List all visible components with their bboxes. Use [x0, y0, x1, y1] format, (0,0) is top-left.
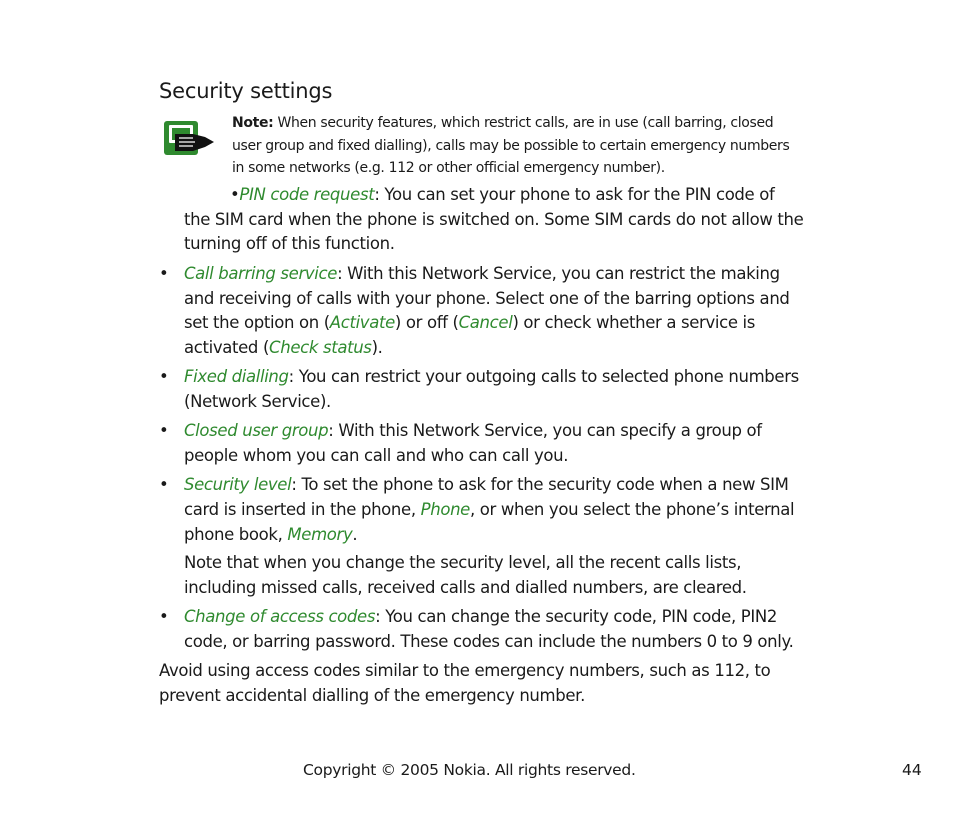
closing-paragraph: Avoid using access codes similar to the emergency numbers, such as 112, to prevent accidental dialling of the emergency number. — [159, 661, 771, 705]
list-item-text: ). — [371, 338, 383, 358]
list-item-text: ) or check whether a service is activated ( — [184, 313, 756, 358]
list-item-text: . — [352, 524, 358, 544]
list-item-call-barring-service — [159, 262, 804, 361]
menu-term-memory: Memory — [287, 524, 353, 544]
list-item-closed-user-group — [159, 419, 804, 468]
bullet-marker: • — [159, 475, 169, 495]
list-item-change-of-access-codes — [159, 605, 804, 654]
footer-copyright: Copyright © 2005 Nokia. All rights reserved. — [303, 761, 636, 779]
list-item-text: : With this Network Service, you can specify a group of people whom you can call and who can call you. — [184, 421, 762, 465]
list-item-text: : You can restrict your outgoing calls to selected phone numbers (Network Service). — [184, 367, 799, 412]
menu-term-closed-user-group: Closed user group — [184, 421, 329, 441]
page-number: 44 — [902, 761, 922, 779]
bullet-marker: • — [159, 607, 169, 627]
bullet-marker: • — [159, 367, 169, 387]
menu-term-change-of-access-codes: Change of access codes — [184, 607, 376, 627]
bullet-marker: • — [230, 185, 240, 204]
menu-term-cancel: Cancel — [458, 313, 513, 333]
menu-term-phone: Phone — [420, 499, 470, 519]
menu-term-check-status: Check status — [269, 338, 372, 358]
list-item-pin-code-request — [184, 183, 804, 257]
list-item-text: : To set the phone to ask for the security code when a new SIM card is inserted in the phone, — [184, 475, 789, 519]
note-text: When security features, which restrict calls, are in use (call barring, closed user group and fixed dialling), calls may be possible to certain emergency numbers in some networks (e.g. 112 or other official emergency number). — [232, 115, 790, 176]
bullet-marker: • — [159, 421, 169, 441]
menu-term-activate: Activate — [329, 313, 395, 333]
note-block — [232, 112, 802, 180]
list-item-text: : You can set your phone to ask for the PIN code of the SIM card when the phone is switched on. Some SIM cards do not allow the turning off of this function. — [184, 185, 804, 254]
list-item-text: , or when you select the phone’s internal phone book, — [184, 499, 795, 544]
list-item-security-level — [159, 473, 804, 601]
page-title: Security settings — [159, 79, 333, 103]
note-label: Note: — [232, 115, 274, 131]
menu-term-fixed-dialling: Fixed dialling — [184, 367, 289, 387]
security-options-list — [159, 262, 804, 659]
security-level-note: Note that when you change the security level, all the recent calls lists, including missed calls, received calls and dialled numbers, are cleared. — [184, 553, 747, 597]
menu-term-call-barring-service: Call barring service — [184, 264, 338, 283]
note-hand-icon — [163, 120, 215, 158]
menu-term-pin-code-request: PIN code request — [239, 185, 375, 204]
menu-term-security-level: Security level — [184, 475, 292, 495]
list-item-text: ) or off ( — [394, 313, 459, 333]
list-item-fixed-dialling — [159, 365, 804, 414]
bullet-marker: • — [159, 264, 169, 283]
list-item-text: : With this Network Service, you can restrict the making and receiving of calls with your phone. Select one of the barring options and set the option on ( — [184, 264, 790, 333]
list-item-text: : You can change the security code, PIN code, PIN2 code, or barring password. These codes can include the numbers 0 to 9 only. — [184, 607, 794, 651]
